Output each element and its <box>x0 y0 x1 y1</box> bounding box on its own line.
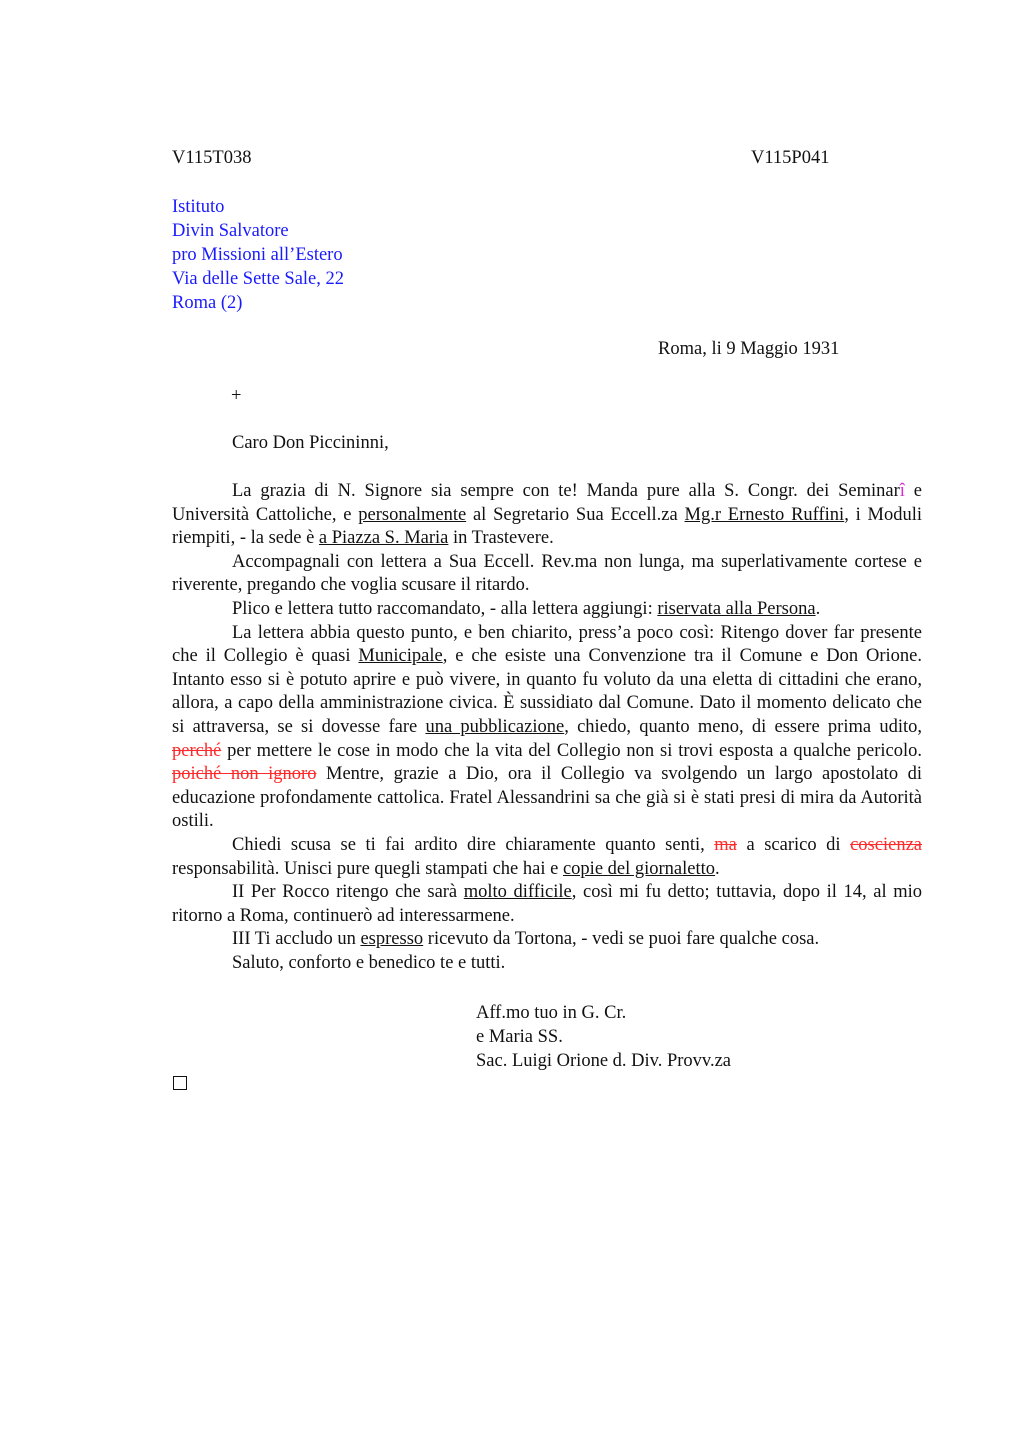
text: Chiedi scusa se ti fai ardito dire chiaramente quanto senti, <box>232 834 715 855</box>
underlined-text: personalmente <box>358 504 467 525</box>
checkbox-square-icon <box>173 1076 187 1090</box>
text: II Per Rocco ritengo che sarà <box>232 882 464 903</box>
underlined-text: riservata alla Persona <box>657 598 816 619</box>
text: , e che esiste una Convenzione tra il Comune e Don Orione. Intanto esso si è potuto aprire e può vivere, in quanto fu voluto da una eletta di cittadini che erano, allora, a capo della amministrazione civica. È sussidiato dal Comune. Dato il momento delicato che si attraversa, se si dovesse fare <box>172 646 923 737</box>
closing-line: e Maria SS. <box>476 1027 563 1047</box>
letterhead-line: Via delle Sette Sale, 22 <box>172 269 345 289</box>
text: . <box>715 858 720 879</box>
text: in Trastevere. <box>448 528 554 549</box>
cross-mark: + <box>231 386 242 406</box>
deleted-text: perché <box>172 740 222 761</box>
text: Mentre, grazie a Dio, ora il Collegio va svolgendo un largo apostolato di educazione profondamente cattolica. Fratel Alessandrini sa che già si è stati presi di mira da Autorità ostili. <box>172 764 923 832</box>
underlined-text: copie del giornaletto <box>562 858 716 879</box>
underlined-text: molto difficile <box>463 882 572 903</box>
underlined-text: espresso <box>360 929 424 950</box>
underlined-text: a Piazza S. Maria <box>318 528 449 549</box>
text: . <box>815 598 821 619</box>
closing-line: Aff.mo tuo in G. Cr. <box>476 1003 627 1023</box>
text: ricevuto da Tortona, - vedi se puoi fare qualche cosa. <box>423 929 820 950</box>
underlined-text: una pubblicazione <box>425 716 565 737</box>
deleted-text: ma <box>714 834 737 855</box>
salutation: Caro Don Piccininni, <box>232 433 389 453</box>
letter-body <box>172 480 922 975</box>
deleted-text: poiché non ignoro <box>172 764 317 785</box>
text: III Ti accludo un <box>232 929 361 950</box>
text: , i Moduli riempiti, - la sede è <box>172 504 923 549</box>
signature-line: Sac. Luigi Orione d. Div. Provv.za <box>476 1051 732 1071</box>
doc-code-left: V115T038 <box>172 148 252 168</box>
text: a scarico di <box>736 834 851 855</box>
text: e Università Cattoliche, e <box>172 481 922 525</box>
paragraph-7 <box>172 928 922 952</box>
paragraph-6 <box>172 881 922 928</box>
paragraph-3 <box>172 598 922 622</box>
letterhead-line: pro Missioni all’Estero <box>172 245 343 265</box>
text: per mettere le cose in modo che la vita del Collegio non si trovi esposta a qualche pericolo. <box>221 740 922 761</box>
underlined-text: Municipale <box>358 646 443 667</box>
text: responsabilità. Unisci pure quegli stampati che hai e <box>172 858 563 879</box>
underlined-text: Mg.r Ernesto Ruffini <box>684 504 845 525</box>
text: Plico e lettera tutto raccomandato, - alla lettera aggiungi: <box>232 598 658 619</box>
letterhead-line: Roma (2) <box>172 293 243 313</box>
letterhead-line: Divin Salvatore <box>172 221 289 241</box>
letterhead-line: Istituto <box>172 197 225 217</box>
text: La grazia di N. Signore sia sempre con te! Manda pure alla S. Congr. dei Seminar <box>232 481 900 501</box>
paragraph-8: Saluto, conforto e benedico te e tutti. <box>232 952 506 973</box>
accent-mark: î <box>899 481 905 501</box>
date-line: Roma, li 9 Maggio 1931 <box>658 339 840 359</box>
paragraph-2: Accompagnali con lettera a Sua Eccell. Rev.ma non lunga, ma superlativamente cortese e riverente, pregando che voglia scusare il ritardo. <box>172 551 922 596</box>
paragraph-5 <box>172 834 922 881</box>
paragraph-4 <box>172 622 922 834</box>
doc-code-right: V115P041 <box>751 148 830 168</box>
letterhead <box>172 195 344 315</box>
paragraph-1 <box>172 480 922 551</box>
text: al Segretario Sua Eccell.za <box>466 504 685 525</box>
text: , così mi fu detto; tuttavia, dopo il 14, al mio ritorno a Roma, continuerò ad interessarmene. <box>172 882 922 926</box>
text: La lettera abbia questo punto, e ben chiarito, press’a poco così: Ritengo dover far presente che il Collegio è quasi <box>172 622 922 667</box>
closing-block <box>476 1001 731 1073</box>
deleted-text: coscienza <box>850 834 922 855</box>
text: , chiedo, quanto meno, di essere prima udito, <box>564 716 922 737</box>
